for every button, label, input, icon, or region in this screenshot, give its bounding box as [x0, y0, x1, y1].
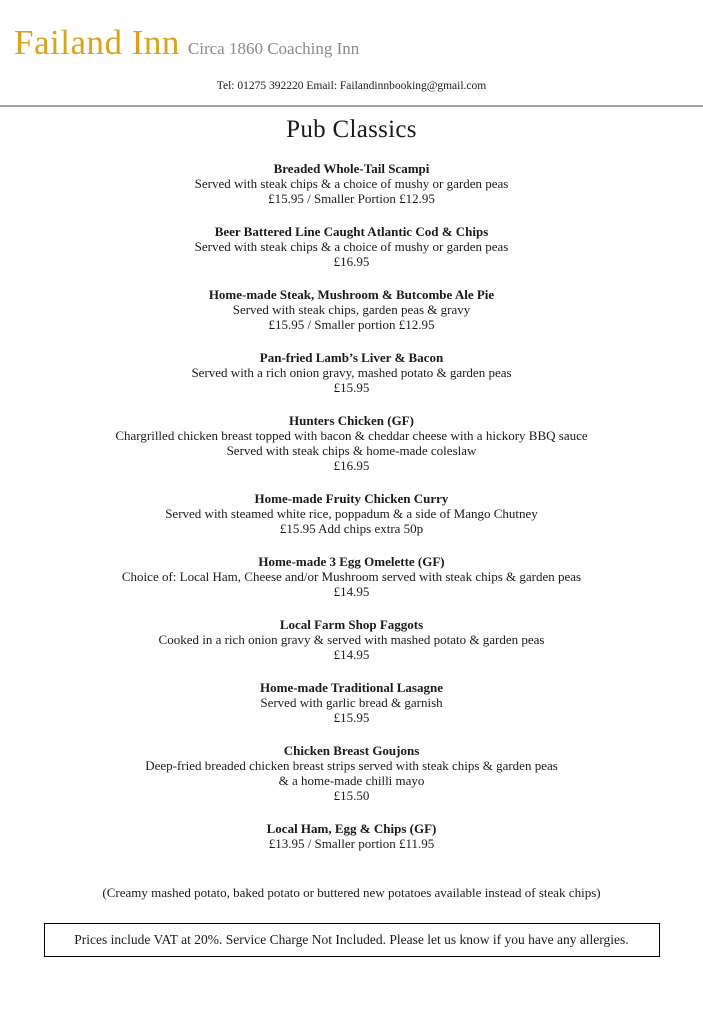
menu-item-price: £15.95 Add chips extra 50p: [279, 520, 424, 536]
menu-item: [0, 413, 703, 473]
menu-item-price: £15.95 / Smaller Portion £12.95: [268, 190, 435, 206]
menu-item-description: Served with garlic bread & garnish: [260, 694, 443, 710]
menu-item-price: £16.95: [333, 253, 370, 269]
menu-item-name: Beer Battered Line Caught Atlantic Cod & Chips: [214, 223, 489, 239]
menu-item-name: Chicken Breast Goujons: [283, 742, 420, 758]
menu-item: [0, 491, 703, 536]
menu-item-price: £15.50: [333, 787, 370, 803]
menu-item: [0, 743, 703, 803]
menu-item-price: £15.95: [333, 709, 370, 725]
menu-item-name: Local Farm Shop Faggots: [279, 616, 424, 632]
menu-item-description: Served with a rich onion gravy, mashed potato & garden peas: [191, 364, 512, 380]
menu-item: [0, 821, 703, 851]
menu-item-price: £14.95: [333, 646, 370, 662]
menu-item: [0, 161, 703, 206]
menu-item-price: £14.95: [333, 583, 370, 599]
menu-item-description: Served with steak chips & a choice of mushy or garden peas: [194, 238, 509, 254]
menu-item: [0, 350, 703, 395]
menu-item-description: Chargrilled chicken breast topped with bacon & cheddar cheese with a hickory BBQ sauce: [115, 427, 588, 443]
menu-item-description: Cooked in a rich onion gravy & served with mashed potato & garden peas: [158, 631, 545, 647]
footer-notice-text: Prices include VAT at 20%. Service Charge Not Included. Please let us know if you have any allergies.: [74, 931, 629, 947]
menu-item: [0, 554, 703, 599]
brand-header: [0, 0, 703, 63]
menu-item: [0, 287, 703, 332]
menu-item: [0, 224, 703, 269]
footer-notice-box: [44, 923, 660, 957]
contact-line: Tel: 01275 392220 Email: Failandinnbooking@gmail.com: [216, 79, 487, 92]
menu-item-list: [0, 161, 703, 851]
menu-item: [0, 617, 703, 662]
menu-item-price: £13.95 / Smaller portion £11.95: [268, 835, 435, 851]
menu-item-description: Served with steak chips, garden peas & gravy: [232, 301, 471, 317]
menu-item-description: Deep-fried breaded chicken breast strips served with steak chips & garden peas: [145, 757, 558, 773]
menu-item-name: Home-made Steak, Mushroom & Butcombe Ale Pie: [208, 286, 495, 302]
menu-item-price: £15.95: [333, 379, 370, 395]
menu-item-description: Served with steak chips & home-made coleslaw: [226, 442, 477, 458]
sides-note: (Creamy mashed potato, baked potato or buttered new potatoes available instead of steak chips): [102, 884, 601, 900]
menu-item-price: £15.95 / Smaller portion £12.95: [268, 316, 435, 332]
menu-item-description: & a home-made chilli mayo: [278, 772, 425, 788]
restaurant-tagline: Circa 1860 Coaching Inn: [187, 39, 360, 58]
menu-item-name: Pan-fried Lamb’s Liver & Bacon: [259, 349, 444, 365]
menu-item-name: Breaded Whole-Tail Scampi: [273, 160, 430, 176]
menu-item-description: Served with steamed white rice, poppadum & a side of Mango Chutney: [165, 505, 538, 521]
menu-item-name: Home-made Fruity Chicken Curry: [254, 490, 449, 506]
menu-item-name: Local Ham, Egg & Chips (GF): [266, 820, 437, 836]
menu-item-description: Served with steak chips & a choice of mushy or garden peas: [194, 175, 509, 191]
header-divider: [0, 105, 703, 107]
menu-item: [0, 680, 703, 725]
section-title: Pub Classics: [286, 115, 417, 143]
menu-item-name: Hunters Chicken (GF): [289, 412, 414, 428]
menu-item-name: Home-made 3 Egg Omelette (GF): [258, 553, 445, 569]
restaurant-name: Failand Inn: [14, 23, 180, 62]
menu-item-price: £16.95: [333, 457, 370, 473]
menu-item-description: Choice of: Local Ham, Cheese and/or Mushroom served with steak chips & garden peas: [121, 568, 582, 584]
menu-item-name: Home-made Traditional Lasagne: [260, 679, 443, 695]
